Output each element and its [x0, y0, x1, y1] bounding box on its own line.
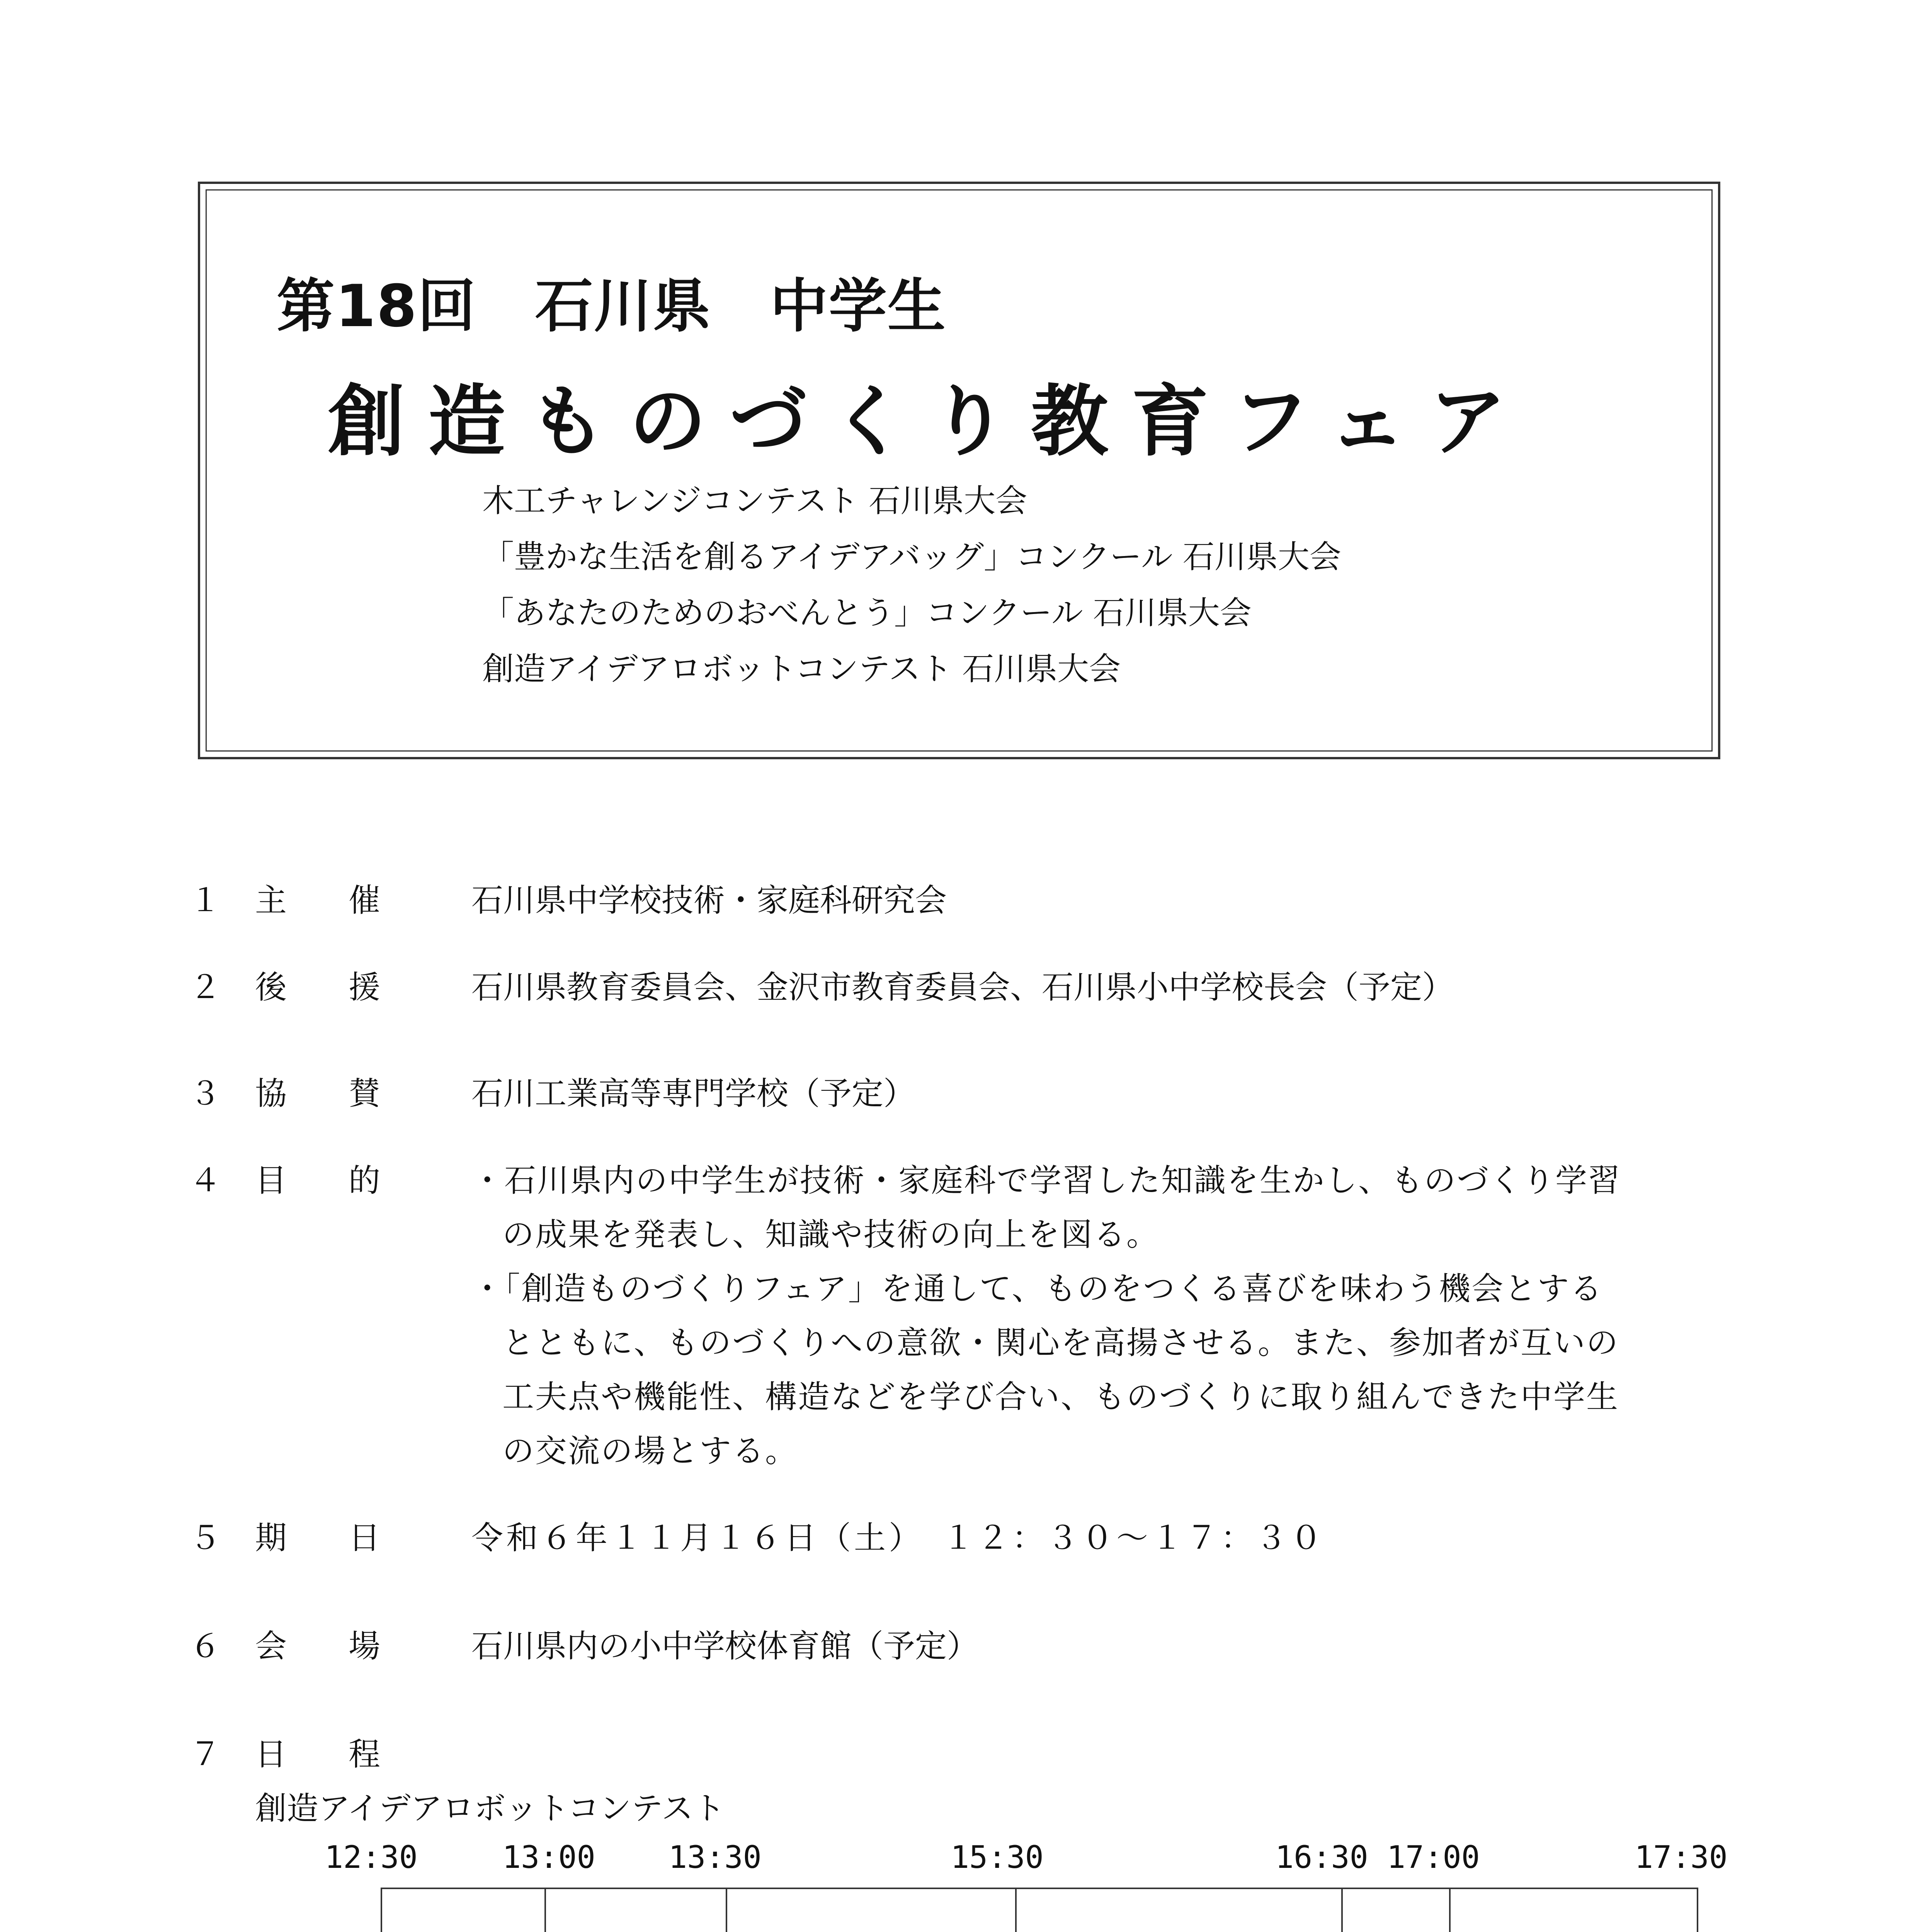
section-2-text: 石川県教育委員会、金沢市教育委員会、石川県小中学校長会（予定） [471, 969, 1454, 1006]
schedule-cell-preliminary [726, 1888, 1016, 1932]
section-6-text: 石川県内の小中学校体育館（予定） [471, 1628, 979, 1665]
schedule-cell-opening [545, 1888, 726, 1932]
purpose-line-4: とともに、ものづくりへの意欲・関心を高揚させる。また、参加者が互いの [502, 1325, 1619, 1361]
section-1-number: １ [189, 882, 221, 919]
schedule-time-1: 12:30 [325, 1839, 418, 1875]
section-6-number: ６ [189, 1628, 221, 1665]
schedule-cell-closing [1450, 1888, 1698, 1932]
section-1-text: 石川県中学校技術・家庭科研究会 [471, 882, 947, 919]
schedule-time-6: 17:30 [1635, 1839, 1728, 1875]
schedule-time-4: 15:30 [951, 1839, 1044, 1875]
section-7-label: 日程 [255, 1736, 442, 1773]
sub-event-3: 「あなたのためのおべんとう」コンクール 石川県大会 [482, 595, 1252, 631]
section-3-number: ３ [189, 1075, 221, 1112]
section-5-number: ５ [189, 1520, 221, 1556]
schedule-cell-tournament [1016, 1888, 1342, 1932]
schedule-time-3: 13:30 [668, 1839, 762, 1875]
section-3-text: 石川工業高等専門学校（予定） [471, 1075, 915, 1112]
section-3-label: 協賛 [255, 1075, 442, 1112]
section-1-label: 主催 [255, 882, 442, 919]
section-4-number: ４ [189, 1162, 221, 1199]
schedule-cell-reception [381, 1888, 545, 1932]
section-6-label: 会場 [255, 1628, 442, 1665]
schedule-table [381, 1888, 1698, 1932]
schedule-subtitle: 創造アイデアロボットコンテスト [255, 1790, 725, 1827]
section-7-number: ７ [189, 1736, 221, 1773]
section-5-label: 期日 [255, 1520, 442, 1556]
section-2-number: ２ [189, 969, 221, 1006]
schedule-time-2: 13:00 [502, 1839, 595, 1875]
header-box [198, 182, 1720, 759]
section-2-label: 後援 [255, 969, 442, 1006]
purpose-line-3: ・「創造ものづくりフェア」を通して、ものをつくる喜びを味わう機会とする [471, 1270, 1603, 1307]
page-title-line2: 創造ものづくり教育フェア [328, 377, 1530, 467]
section-4-label: 目的 [255, 1162, 442, 1199]
schedule-time-5: 16:30 17:00 [1275, 1839, 1480, 1875]
purpose-line-6: の交流の場とする。 [502, 1433, 798, 1469]
purpose-line-5: 工夫点や機能性、構造などを学び合い、ものづくりに取り組んできた中学生 [502, 1379, 1619, 1415]
purpose-line-2: の成果を発表し、知識や技術の向上を図る。 [502, 1216, 1160, 1253]
sub-event-1: 木工チャレンジコンテスト 石川県大会 [482, 483, 1027, 519]
schedule-cell-judging [1342, 1888, 1450, 1932]
page-title-line1: 第18回 石川県 中学生 [277, 273, 946, 340]
sub-event-4: 創造アイデアロボットコンテスト 石川県大会 [482, 651, 1121, 687]
purpose-line-1: ・石川県内の中学生が技術・家庭科で学習した知識を生かし、ものづくり学習 [471, 1162, 1621, 1199]
section-5-text: 令和６年１１月１６日（土） １２：３０～１７：３０ [471, 1520, 1325, 1556]
sub-event-2: 「豊かな生活を創るアイデアバッグ」コンクール 石川県大会 [482, 539, 1341, 575]
